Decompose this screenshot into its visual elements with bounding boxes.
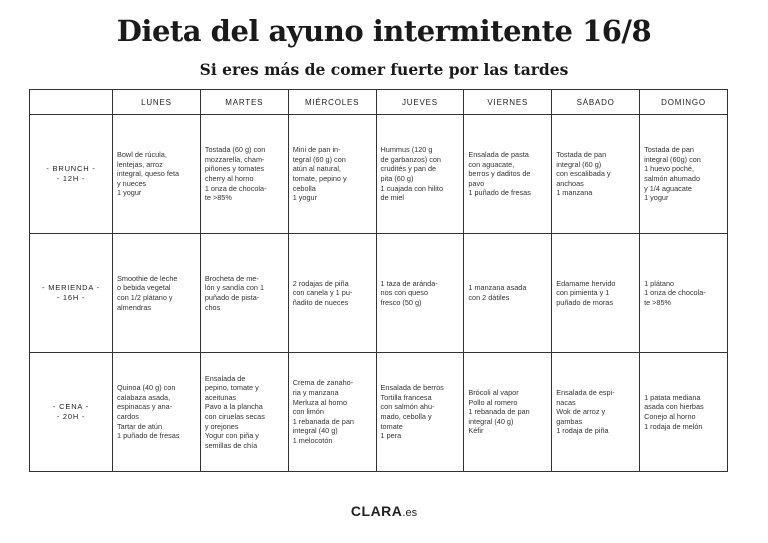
meal-cell: Bowl de rúcula, lentejas, arroz integral, queso feta y nueces 1 yogur xyxy=(113,115,201,234)
meal-cell: Edamame hervido con pimienta y 1 puñado de moras xyxy=(552,234,640,353)
meal-cell: Tostada de pan integral (60 g) con escalibada y anchoas 1 manzana xyxy=(552,115,640,234)
meal-cell: Hummus (120 g de garbanzos) con crudités y pan de pita (60 g) 1 cuajada con hilito de miel xyxy=(376,115,464,234)
meal-time: - 16H - xyxy=(56,293,86,302)
day-header: MIÉRCOLES xyxy=(288,90,376,115)
meal-cell: Tostada (60 g) con mozzarella, cham- piñones y tomates cherry al horno 1 onza de chocola- te >85% xyxy=(200,115,288,234)
meal-cell: 2 rodajas de piña con canela y 1 pu- ñadito de nueces xyxy=(288,234,376,353)
brand-tld: .es xyxy=(402,507,418,519)
day-header: LUNES xyxy=(113,90,201,115)
meal-cell: 1 patata mediana asada con hierbas Conejo al horno 1 rodaja de melón xyxy=(640,353,728,472)
day-header: VIERNES xyxy=(464,90,552,115)
brand-name: CLARA xyxy=(350,503,403,519)
meal-name: - CENA - xyxy=(53,402,89,411)
meal-label xyxy=(30,353,113,472)
meal-cell: Brócoli al vapor Pollo al romero 1 rebanada de pan integral (40 g) Kéfir xyxy=(464,353,552,472)
meal-cell: Ensalada de pepino, tomate y aceitunas Pavo a la plancha con ciruelas secas y orejones Yogur con piña y semillas de chía xyxy=(200,353,288,472)
meal-cell: 1 manzana asada con 2 dátiles xyxy=(464,234,552,353)
meal-row-cena xyxy=(30,353,728,472)
meal-label xyxy=(30,115,113,234)
meal-label xyxy=(30,234,113,353)
meal-cell: Ensalada de espi- nacas Wok de arroz y gambas 1 rodaja de piña xyxy=(552,353,640,472)
header-row xyxy=(30,90,728,115)
meal-row-merienda xyxy=(30,234,728,353)
meal-cell: Crema de zanaho- ria y manzana Merluza al horno con limón 1 rebanada de pan integral (40 g) 1 melocotón xyxy=(288,353,376,472)
meal-cell: Tostada de pan integral (60g) con 1 huevo poché, salmón ahumado y 1/4 aguacate 1 yogur xyxy=(640,115,728,234)
diet-table xyxy=(29,89,728,472)
meal-cell: Ensalada de berros Tortilla francesa con salmón ahu- mado, cebolla y tomate 1 pera xyxy=(376,353,464,472)
day-header: DOMINGO xyxy=(640,90,728,115)
meal-name: - MERIENDA - xyxy=(42,283,100,292)
meal-cell: Brocheta de me- lón y sandía con 1 puñado de pista- chos xyxy=(200,234,288,353)
day-header: JUEVES xyxy=(376,90,464,115)
day-header: MARTES xyxy=(200,90,288,115)
meal-cell: 1 plátano 1 onza de chocola- te >85% xyxy=(640,234,728,353)
meal-cell: Ensalada de pasta con aguacate, berros y daditos de pavo 1 puñado de fresas xyxy=(464,115,552,234)
page-subtitle: Si eres más de comer fuerte por las tardes xyxy=(199,60,569,79)
meal-cell: Mini de pan in- tegral (60 g) con atún al natural, tomate, pepino y cebolla 1 yogur xyxy=(288,115,376,234)
brand-logo xyxy=(0,503,768,519)
meal-cell: Smoothie de leche o bebida vegetal con 1/2 plátano y almendras xyxy=(113,234,201,353)
page-title: Dieta del ayuno intermitente 16/8 xyxy=(116,14,652,48)
meal-time: - 12H - xyxy=(56,174,86,183)
corner-cell xyxy=(30,90,113,115)
meal-name: - BRUNCH - xyxy=(46,164,96,173)
meal-row-brunch xyxy=(30,115,728,234)
meal-cell: 1 taza de aránda- nos con queso fresco (50 g) xyxy=(376,234,464,353)
meal-cell: Quinoa (40 g) con calabaza asada, espinacas y ana- cardos Tartar de atún 1 puñado de fresas xyxy=(113,353,201,472)
day-header: SÁBADO xyxy=(552,90,640,115)
meal-time: - 20H - xyxy=(56,412,86,421)
